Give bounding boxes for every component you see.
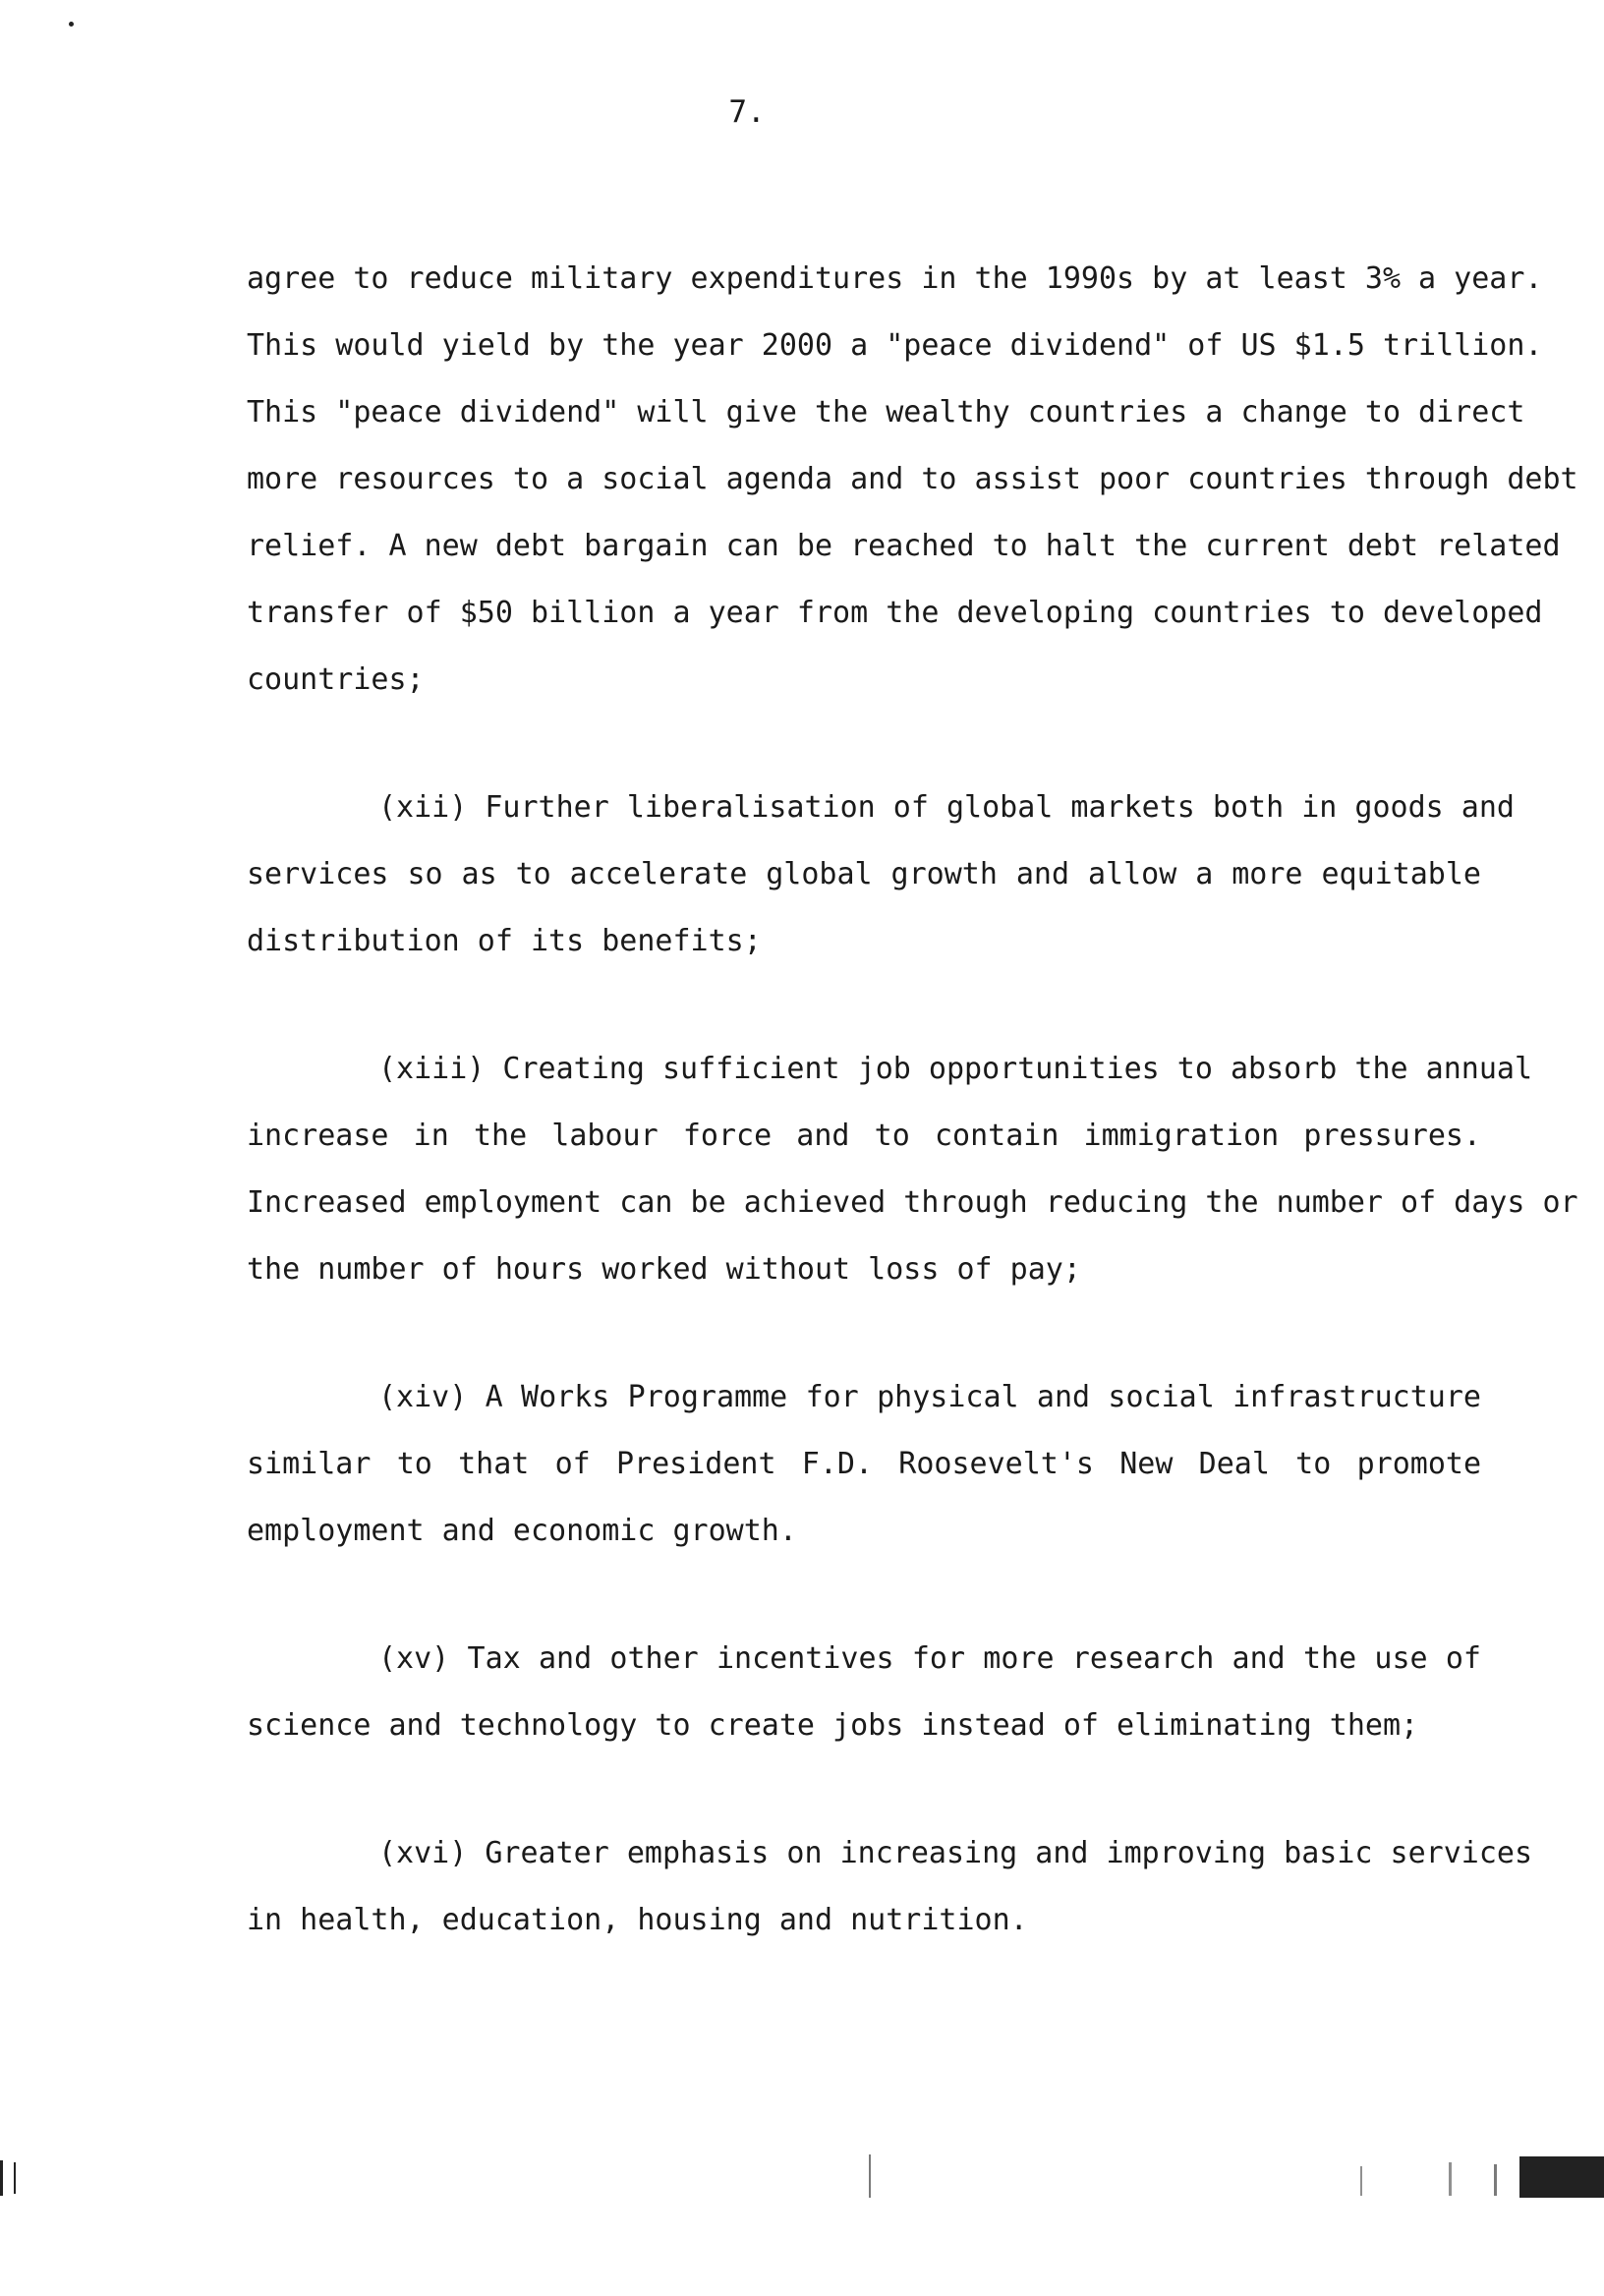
text-line: agree to reduce military expenditures in the 1990s by at least 3% a year.: [247, 261, 1543, 296]
text-line: This "peace dividend" will give the wealthy countries a change to direct: [247, 395, 1525, 430]
scan-edge-mark: [1360, 2166, 1362, 2196]
scan-edge-mark: [14, 2162, 16, 2194]
text-line: the number of hours worked without loss of pay;: [247, 1252, 1081, 1287]
text-line: transfer of $50 billion a year from the developing countries to developed: [247, 596, 1543, 630]
page-number: 7.: [728, 94, 766, 130]
scan-edge-mark: [1519, 2156, 1604, 2198]
list-item-heading-line: (xiii) Creating sufficient job opportunities to absorb the annual: [378, 1052, 1532, 1086]
text-line: distribution of its benefits;: [247, 924, 762, 958]
list-item-heading-line: (xv) Tax and other incentives for more research and the use of: [378, 1641, 1481, 1676]
text-line: This would yield by the year 2000 a "peace dividend" of US $1.5 trillion.: [247, 328, 1543, 363]
scan-edge-mark: [869, 2154, 871, 2198]
scan-speck: [69, 22, 74, 27]
text-line: services so as to accelerate global growth and allow a more equitable: [247, 857, 1481, 891]
text-line: science and technology to create jobs instead of eliminating them;: [247, 1708, 1419, 1743]
body-text: [247, 246, 1578, 1954]
text-line: similar to that of President F.D. Roosevelt's New Deal to promote: [247, 1447, 1481, 1481]
scan-edge-mark: [0, 2160, 3, 2196]
scan-edge-mark: [1494, 2164, 1497, 2196]
text-line: Increased employment can be achieved through reducing the number of days or: [247, 1185, 1578, 1220]
text-line: increase in the labour force and to contain immigration pressures.: [247, 1119, 1481, 1153]
list-item-heading-line: (xiv) A Works Programme for physical and social infrastructure: [378, 1380, 1481, 1414]
text-line: in health, education, housing and nutrition.: [247, 1903, 1028, 1937]
text-line: countries;: [247, 662, 425, 697]
text-line: relief. A new debt bargain can be reached to halt the current debt related: [247, 529, 1561, 563]
list-item-heading-line: (xvi) Greater emphasis on increasing and improving basic services: [378, 1836, 1532, 1870]
list-item-heading-line: (xii) Further liberalisation of global markets both in goods and: [378, 790, 1515, 825]
text-line: more resources to a social agenda and to assist poor countries through debt: [247, 462, 1578, 496]
scan-edge-mark: [1449, 2162, 1452, 2196]
text-line: employment and economic growth.: [247, 1514, 797, 1548]
